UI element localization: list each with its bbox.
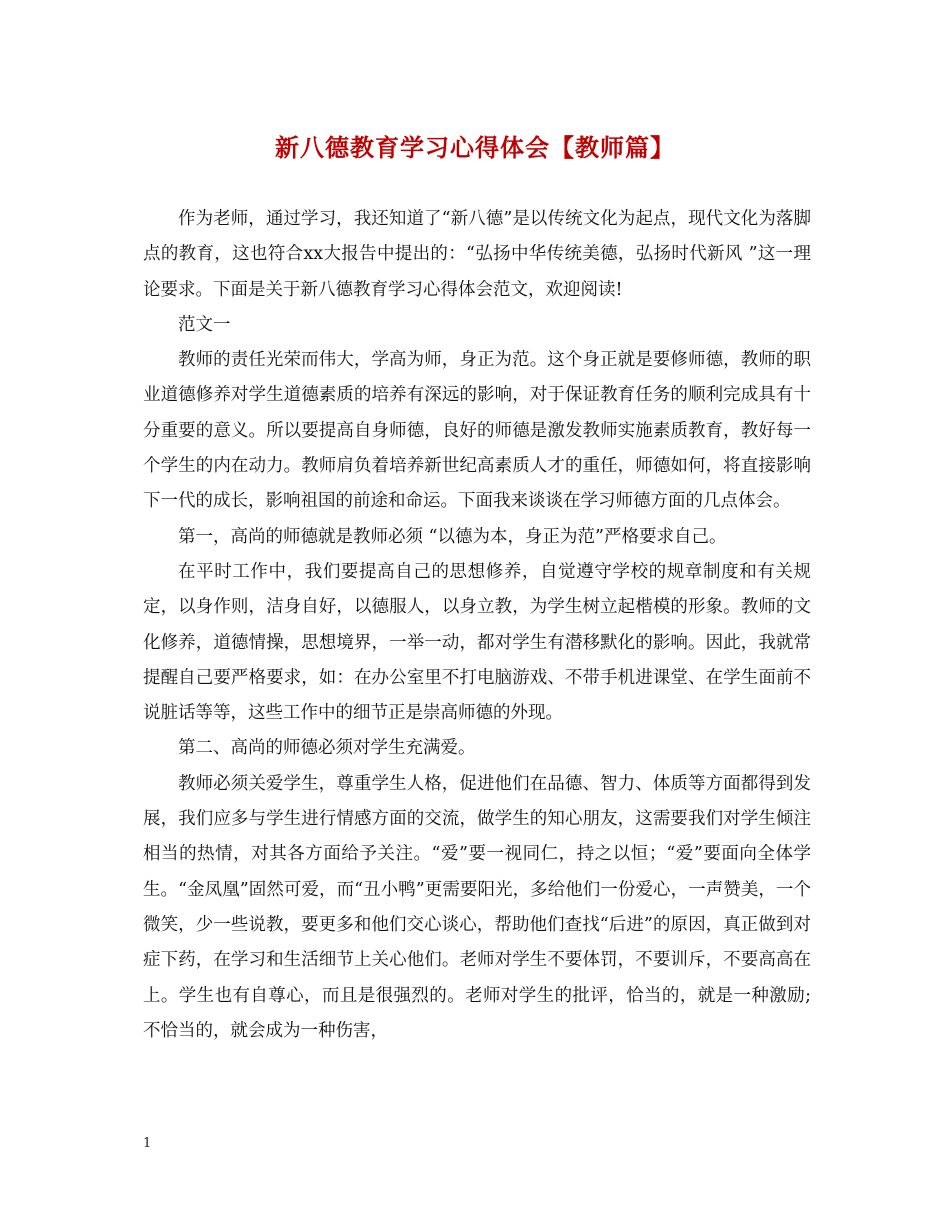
body-paragraph: 在平时工作中，我们要提高自己的思想修养，自觉遵守学校的规章制度和有关规定，以身作则，洁身自好，以德服人，以身立教，为学生树立起楷模的形象。教师的文化修养，道德情操，思想境界，一举一动，都对学生有潜移默化的影响。因此，我就常提醒自己要严格要求，如：在办公室里不打电脑游戏、不带手机进课堂、在学生面前不说脏话等等，这些工作中的细节正是崇高师德的外现。 [143,561,811,724]
body-paragraph: 教师的责任光荣而伟大，学高为师，身正为范。这个身正就是要修师德，教师的职业道德修养对学生道德素质的培养有深远的影响，对于保证教育任务的顺利完成具有十分重要的意义。所以要提高自身师德，良好的师德是激发教师实施素质教育，教好每一个学生的内在动力。教师肩负着培养新世纪高素质人才的重任，师德如何，将直接影响下一代的成长，影响祖国的前途和命运。下面我来谈谈在学习师德方面的几点体会。 [143,350,811,512]
section-heading: 范文一 [178,314,231,335]
document-title: 新八德教育学习心得体会【教师篇】 [275,133,675,162]
body-paragraph: 第一，高尚的师德就是教师必须 “以德为本，身正为范”严格要求自己。 [178,526,727,547]
page-number: 1 [143,1136,152,1151]
document-body [143,202,811,1049]
body-paragraph: 教师必须关爱学生，尊重学生人格，促进他们在品德、智力、体质等方面都得到发展，我们应多与学生进行情感方面的交流，做学生的知心朋友，这需要我们对学生倾注相当的热情，对其各方面给予关注。“爱”要一视同仁，持之以恒；“爱”要面向全体学生。“金凤凰”固然可爱，而“丑小鸭”更需要阳光，多给他们一份爱心，一声赞美，一个微笑，少一些说教，要更多和他们交心谈心，帮助他们查找“后进”的原因，真正做到对症下药，在学习和生活细节上关心他们。老师对学生不要体罚，不要训斥，不要高高在上。学生也有自尊心，而且是很强烈的。老师对学生的批评，恰当的，就是一种激励;不恰当的，就会成为一种伤害， [143,773,811,1041]
body-paragraph: 作为老师，通过学习，我还知道了“新八德”是以传统文化为起点，现代文化为落脚点的教育，这也符合xx大报告中提出的：“弘扬中华传统美德，弘扬时代新风 ”这一理论要求。下面是关于新八德教育学习心得体会范文，欢迎阅读! [143,209,811,300]
body-paragraph: 第二、高尚的师德必须对学生充满爱。 [178,738,476,759]
